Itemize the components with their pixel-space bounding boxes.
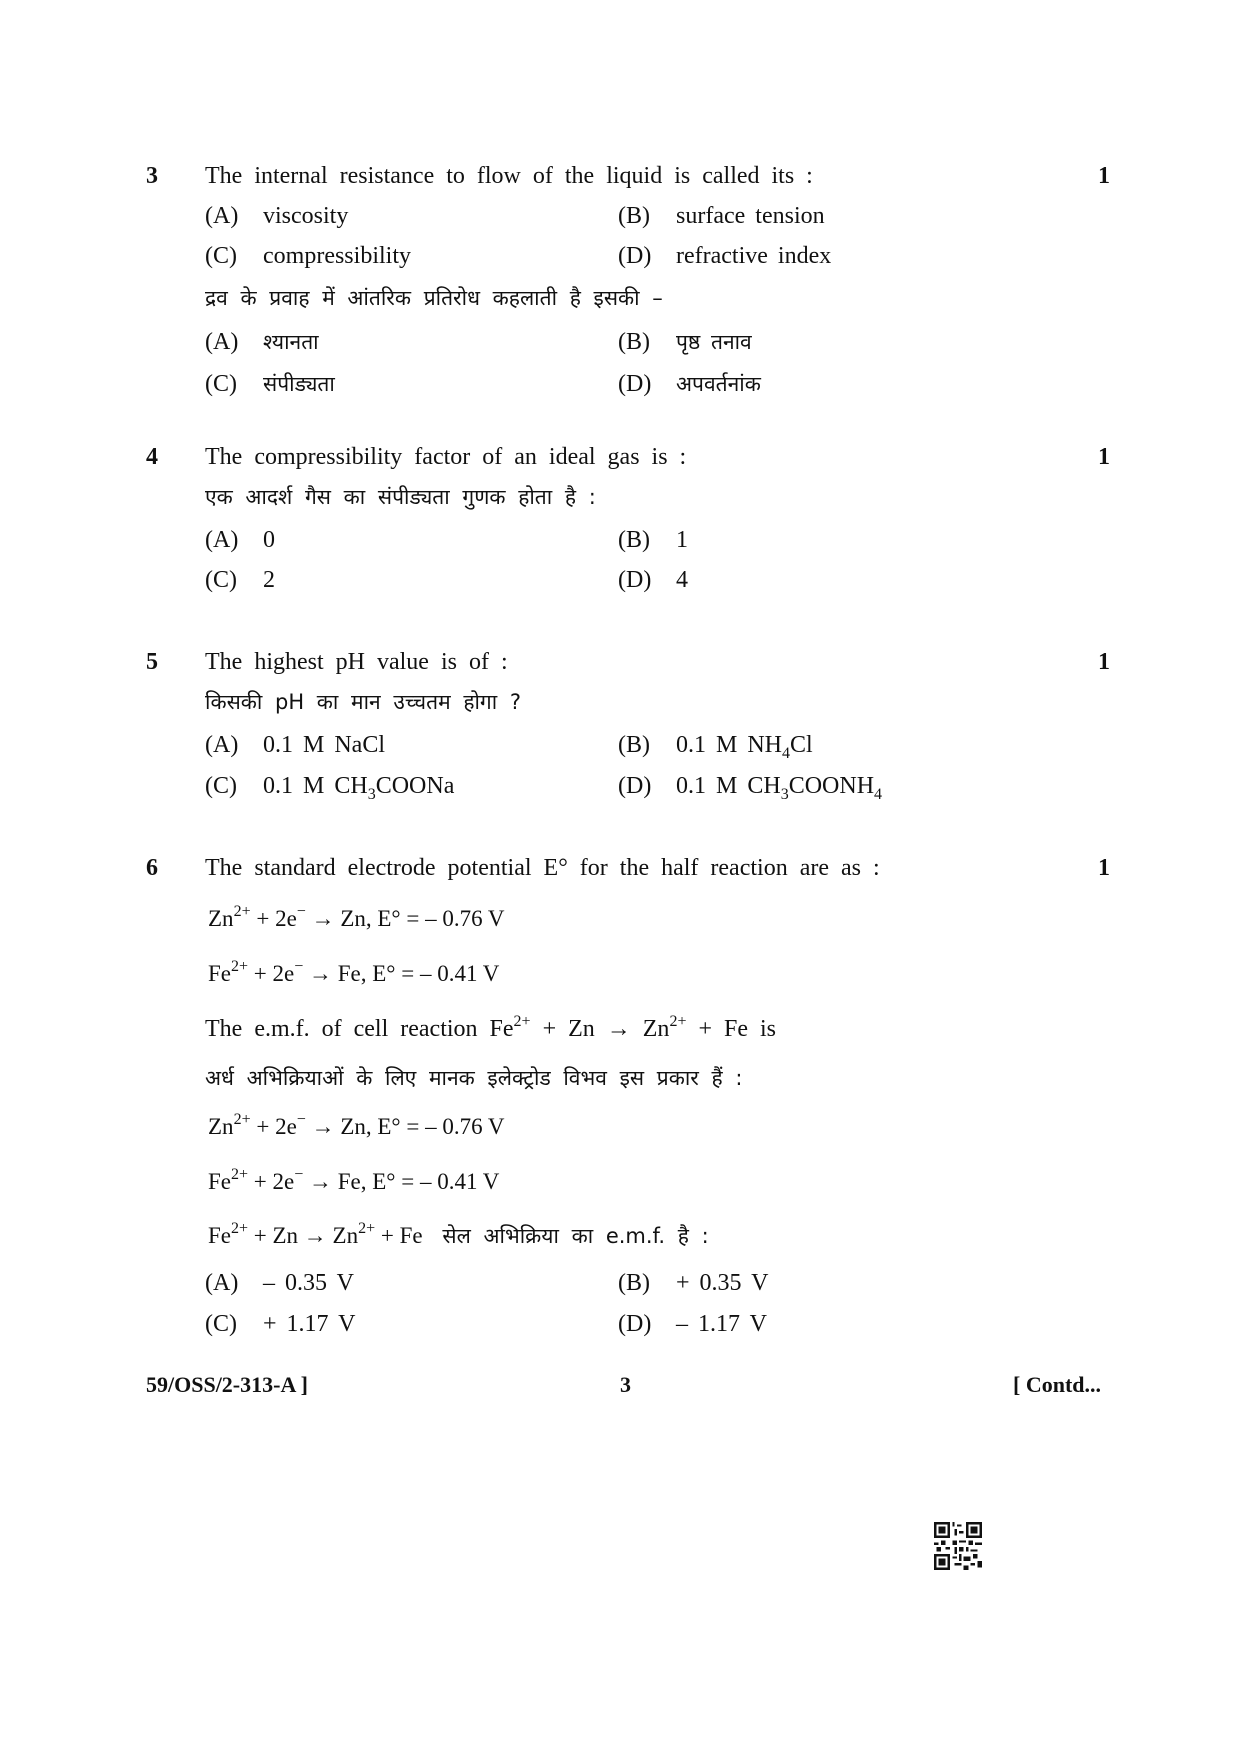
- question-4-marks: 1: [1098, 444, 1110, 470]
- question-6-marks: 1: [1098, 855, 1110, 881]
- q4-option-a: (A) 0: [205, 527, 275, 553]
- q3-option-b-hindi: (B) पृष्ठ तनाव: [618, 329, 752, 355]
- question-3-stem-hindi: द्रव के प्रवाह में आंतरिक प्रतिरोध कहलाती है इसकी –: [205, 286, 663, 310]
- q3-option-c: (C) compressibility: [205, 243, 411, 269]
- qr-code-icon: [934, 1522, 982, 1570]
- q5-option-c-text: 0.1 M $CH_3COONa$: [263, 773, 455, 803]
- q5-option-d-text: 0.1 M $CH_3COONH_4$: [676, 773, 883, 803]
- q5-option-b: (B) 0.1 M $NH_4Cl$: [618, 732, 813, 762]
- half-reaction-fe-repeat: $Fe^{2+} + 2e^- \to Fe$, E° = – 0.41 V: [208, 1166, 500, 1194]
- cell-reaction-hindi-suffix: सेल अभिक्रिया का e.m.f. है :: [442, 1224, 709, 1248]
- half-reaction-zn: $Zn^{2+} + 2e^- \to Zn$, E° = – 0.76 V: [208, 903, 505, 931]
- q3-option-a-hindi: (A) श्यानता: [205, 329, 319, 355]
- question-6-stem: The standard electrode potential E° for the half reaction are as :: [205, 855, 880, 881]
- question-3-marks: 1: [1098, 163, 1110, 189]
- question-4-stem-hindi: एक आदर्श गैस का संपीड्यता गुणक होता है :: [205, 485, 596, 509]
- question-6-stem-hindi: अर्ध अभिक्रियाओं के लिए मानक इलेक्ट्रोड विभव इस प्रकार हैं :: [205, 1066, 743, 1090]
- q5-option-b-text: 0.1 M $NH_4Cl$: [676, 732, 813, 762]
- q3-option-c-hindi: (C) संपीड्यता: [205, 371, 335, 397]
- question-3-number: 3: [146, 163, 158, 189]
- q4-option-d: (D) 4: [618, 567, 688, 593]
- q5-option-a: (A) 0.1 M NaCl: [205, 732, 385, 758]
- question-3-stem: The internal resistance to flow of the liquid is called its :: [205, 163, 813, 189]
- q3-option-d: (D) refractive index: [618, 243, 832, 269]
- q3-option-b: (B) surface tension: [618, 203, 825, 229]
- question-4-number: 4: [146, 444, 158, 470]
- page-number: 3: [620, 1372, 631, 1397]
- q3-option-a: (A) viscosity: [205, 203, 349, 229]
- q6-option-a: (A) – 0.35 V: [205, 1270, 354, 1296]
- q5-option-d: (D) 0.1 M $CH_3COONH_4$: [618, 773, 883, 803]
- half-reaction-fe: $Fe^{2+} + 2e^- \to Fe$, E° = – 0.41 V: [208, 958, 500, 986]
- cell-reaction-emf-question: The e.m.f. of cell reaction $Fe^{2+} + Zn \to Zn^{2+} + Fe$ is: [205, 1013, 777, 1042]
- q3-option-d-hindi: (D) अपवर्तनांक: [618, 371, 761, 397]
- question-5-number: 5: [146, 649, 158, 675]
- question-5-marks: 1: [1098, 649, 1110, 675]
- question-4-stem: The compressibility factor of an ideal gas is :: [205, 444, 687, 470]
- q6-option-c: (C) + 1.17 V: [205, 1311, 356, 1337]
- q5-option-c: (C) 0.1 M $CH_3COONa$: [205, 773, 455, 803]
- question-6-number: 6: [146, 855, 158, 881]
- q4-option-c: (C) 2: [205, 567, 275, 593]
- q6-option-b: (B) + 0.35 V: [618, 1270, 769, 1296]
- q6-option-d: (D) – 1.17 V: [618, 1311, 767, 1337]
- continued-marker: [ Contd...: [1013, 1372, 1102, 1397]
- half-reaction-zn-repeat: $Zn^{2+} + 2e^- \to Zn$, E° = – 0.76 V: [208, 1111, 505, 1139]
- q4-option-b: (B) 1: [618, 527, 688, 553]
- cell-reaction-equation: $Fe^{2+} + Zn \to Zn^{2+} + Fe$: [208, 1220, 423, 1248]
- q5-option-a-text: 0.1 M NaCl: [263, 732, 385, 758]
- paper-code: 59/OSS/2-313-A ]: [146, 1372, 308, 1397]
- question-5-stem-hindi: किसकी pH का मान उच्चतम होगा ?: [205, 690, 522, 714]
- cell-reaction-hindi-line: [208, 1220, 709, 1248]
- question-5-stem: The highest pH value is of :: [205, 649, 508, 675]
